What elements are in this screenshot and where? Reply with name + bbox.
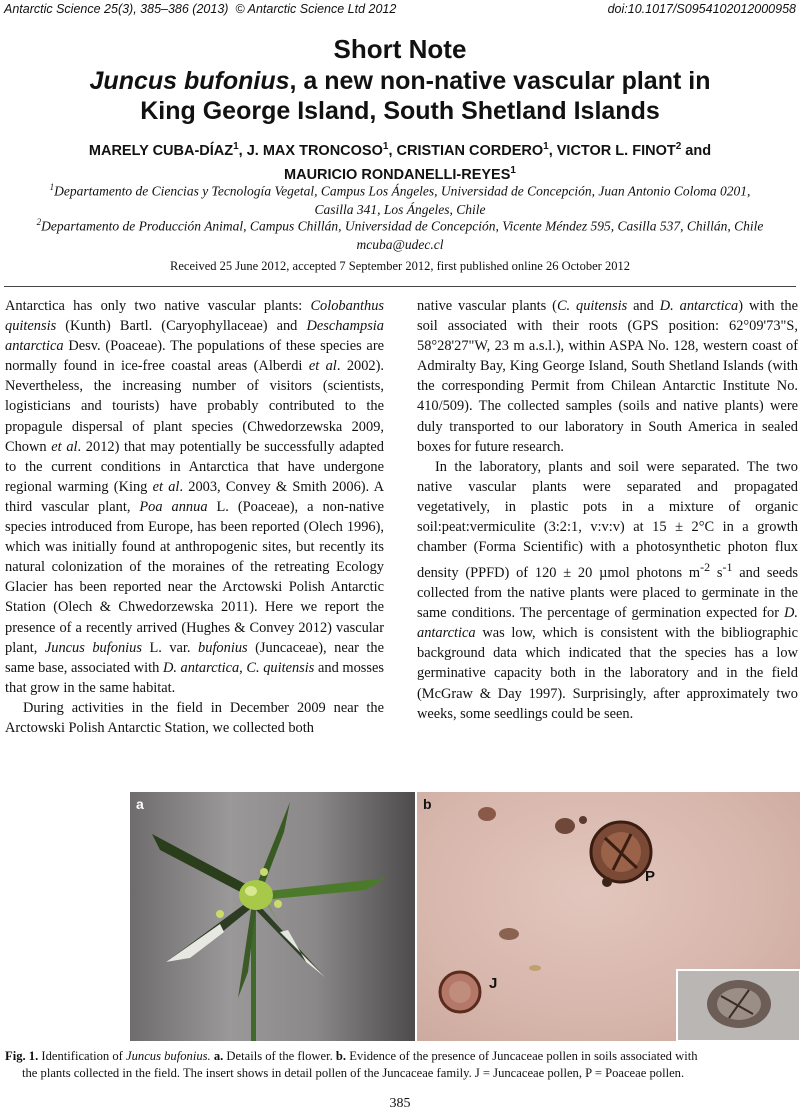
affiliation-text: Casilla 341, Los Ángeles, Chile <box>314 201 486 217</box>
text-run: L. var. <box>141 639 199 656</box>
text-run: . 2012) that may potentially be successfully adapted to the current conditions in Antarctica that have undergone regional warming (King <box>5 438 384 495</box>
text-run: L. (Poaceae), a non-native species introduced from Europe, has been reported (Olech 1996), which was initially found at anthropogenic sites, but recently its natural colonization of the moraines of the retreating Ecology Glacier has been reported near the Arctowski Polish Antarctic Station (Olech & Chwedorzewska 2011). Here we report the presence of a recently arrived (Hughes & Convey 2012) vascular plant, <box>5 498 384 656</box>
header-divider <box>4 286 796 287</box>
figure-caption <box>5 1048 797 1082</box>
flower-photo-image <box>130 792 415 1041</box>
text-run: During activities in the field in December 2009 near the Arctowski Polish Antarctic Station, we collected both <box>5 699 384 736</box>
page-number: 385 <box>389 1096 411 1111</box>
text-run: was low, which is consistent with the bibliographic background data which indicated that the species has a low germinative capacity both in the laboratory and in the field (McGraw & Day 1997). Surprisingly, after approximately two weeks, some seedlings could be seen. <box>417 625 798 722</box>
journal-citation: Antarctic Science 25(3), 385–386 (2013) <box>4 2 229 16</box>
text-run: -1 <box>722 560 733 575</box>
text-run: Juncus bufonius <box>44 639 142 656</box>
affiliation-text: Departamento de Producción Animal, Campus Chillán, Universidad de Concepción, Vicente Méndez 595, Casilla 537, Chillán, Chile <box>41 218 764 234</box>
text-run: (Kunth) Bartl. (Caryophyllaceae) and <box>56 318 307 335</box>
title-line1-rest: , a new non-native vascular plant in <box>289 67 711 95</box>
running-head-doi: doi:10.1017/S0954102012000958 <box>607 2 796 16</box>
author-separator: , <box>548 142 557 159</box>
text-run: Colobanthus quitensis <box>5 298 384 335</box>
text-run: D. antarctica <box>659 298 739 314</box>
author-affiliation-mark: 1 <box>543 141 549 152</box>
affiliation-text: Departamento de Ciencias y Tecnología Vegetal, Campus Los Ángeles, Universidad de Concepción, Juan Antonio Coloma 0201, <box>54 183 751 199</box>
author-name: VICTOR L. FINOT <box>556 142 676 159</box>
text-run: -2 <box>700 560 711 575</box>
text-run: . 2003, Convey & Smith 2006). A third vascular plant, <box>5 478 384 515</box>
text-run: Identification of <box>38 1049 127 1063</box>
text-run: s <box>710 565 723 582</box>
figure-1 <box>130 792 800 1041</box>
text-run: Fig. 1. <box>5 1049 39 1063</box>
paragraph <box>417 296 798 457</box>
author-name: CRISTIAN CORDERO <box>396 142 544 159</box>
affiliation-number: 1 <box>49 182 55 192</box>
caption-line-1 <box>5 1048 797 1065</box>
juncaceae-pollen-label: J <box>489 975 498 992</box>
text-run: a. <box>213 1049 224 1063</box>
panel-label-b: b <box>423 796 432 812</box>
text-run: ) with the soil associated with their roots (GPS position: 62°09'73"S, 58°28'27"W, 23 m a.s.l.), within ASPA No. 128, western coast of Admiralty Bay, King George Island, South Shetland Islands (with the corresponding Permit from Chilean Antarctic Institute No. 410/509). The collected samples (soils and native plants) were duly transported to our laboratory in South America in sealed boxes for future research. <box>417 298 798 455</box>
affiliation-number: 2 <box>36 217 42 227</box>
text-run: Poa annua <box>139 498 208 515</box>
article-type-heading: Short Note <box>333 34 467 64</box>
text-run: Antarctica has only two native vascular plants: <box>5 298 311 314</box>
author-separator: and <box>681 142 712 159</box>
author-affiliation-mark: 2 <box>675 141 682 152</box>
author-affiliation-mark: 1 <box>233 141 239 152</box>
text-run: bufonius <box>198 639 248 656</box>
text-run: , <box>239 659 247 676</box>
body-column-right <box>417 296 798 724</box>
text-run: Juncus bufonius. <box>126 1049 211 1063</box>
text-run: Deschampsia antarctica <box>5 318 384 355</box>
text-run: In the laboratory, plants and soil were separated. The two native vascular plants were separated and propagated vegetatively, in plastic pots in a mixture of organic soil:peat:vermiculite (3:2:1, v:v:v) at 15 ± 2°C in a growth chamber (Forma Scientific) with a photosynthetic photon flux density (PPFD) of 120 ± 20 µmol photons m <box>417 458 798 582</box>
author-separator: , <box>388 142 397 159</box>
text-run: et al <box>308 358 337 375</box>
paragraph <box>5 296 384 698</box>
body-column-left <box>5 296 384 738</box>
text-run: et al <box>51 438 78 455</box>
text-run: et al <box>152 478 180 495</box>
panel-label-a: a <box>136 796 144 812</box>
corresponding-email: mcuba@udec.cl <box>356 236 444 252</box>
text-run: and <box>627 298 660 314</box>
author-affiliation-mark: 1 <box>510 164 516 176</box>
text-run: C. quitensis <box>246 659 315 676</box>
author-name: MARELY CUBA-DÍAZ <box>88 142 234 159</box>
text-run: Desv. (Poaceae). The populations of these species are normally found in ice-free coastal areas (Alberdi <box>5 338 384 375</box>
pollen-micrograph-image <box>417 792 800 1041</box>
text-run: Evidence of the presence of Juncaceae pollen in soils associated with <box>346 1049 698 1063</box>
publication-history: Received 25 June 2012, accepted 7 September 2012, first published online 26 October 2012 <box>170 259 630 273</box>
text-run: Details of the flower. <box>223 1049 336 1063</box>
author-name: J. MAX TRONCOSO <box>246 142 383 159</box>
article-title <box>0 66 800 126</box>
text-run: and mosses that grow in the same habitat. <box>5 659 384 696</box>
title-species: Juncus bufonius <box>89 67 290 95</box>
author-affiliation-mark: 1 <box>382 141 389 152</box>
title-line2: King George Island, South Shetland Islands <box>140 97 660 125</box>
text-run: D. antarctica <box>162 659 240 676</box>
text-run: D. antarctica <box>417 605 798 642</box>
flower-photo-panel <box>130 792 415 1041</box>
running-head-journal <box>4 2 396 16</box>
text-run: C. quitensis <box>556 298 628 314</box>
author-separator: , <box>238 142 247 159</box>
text-run: native vascular plants ( <box>417 298 557 314</box>
affiliation-2 <box>0 213 800 254</box>
copyright-notice: © Antarctic Science Ltd 2012 <box>235 2 397 16</box>
text-run: b. <box>335 1049 347 1063</box>
paragraph <box>417 457 798 724</box>
text-run: (Juncaceae), near the same base, associated with <box>5 639 384 676</box>
poaceae-pollen-label: P <box>645 868 656 885</box>
text-run: . 2002). Nevertheless, the increasing number of visitors (scientists, logisticians and tourists) have probably contributed to the propagule dispersal of plant species (Chwedorzewska 2009, Chown <box>5 358 384 455</box>
text-run: and seeds collected from the native plants were placed to germinate in the same conditions. The percentage of germination expected for <box>417 565 798 622</box>
pollen-micrograph-panel <box>417 792 800 1041</box>
caption-line-2: the plants collected in the field. The insert shows in detail pollen of the Juncaceae family. J = Juncaceae pollen, P = Poaceae pollen. <box>22 1066 685 1080</box>
author-name: MAURICIO RONDANELLI-REYES <box>284 166 511 183</box>
paragraph <box>5 698 384 738</box>
